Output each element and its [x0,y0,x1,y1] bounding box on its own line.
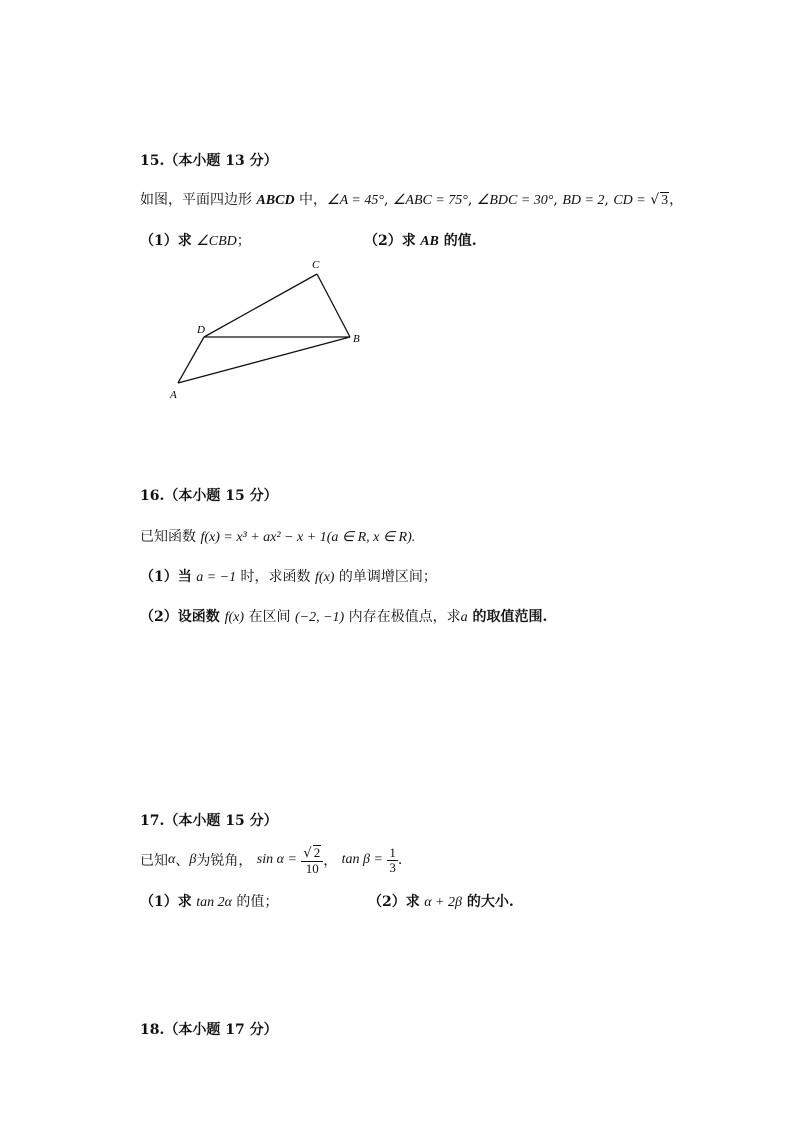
q16-part2-mid2: 内存在极值点，求 [344,609,461,625]
q15-cond-a: ∠A = 45° [327,193,384,208]
sqrt-icon: √ [650,192,660,208]
q16-part2 [140,606,547,626]
q17-tan-den: 3 [389,859,396,875]
segment-ad [178,337,204,383]
q15-part1 [140,230,251,250]
q15-comma-3: , [553,192,563,208]
q15-comma-2: , [467,192,477,208]
q17-intro [140,840,402,880]
q15-part1-end: ； [236,233,251,249]
q17-tan-lhs: tan β = [341,852,383,867]
q16-part2-label: （2）设函数 [140,609,225,625]
q16-part2-a: a [460,610,468,625]
q15-cond-abc: ∠ABC = 75° [392,193,468,208]
q15-comma-1: , [383,192,393,208]
segment-dc [204,274,317,337]
q17-intro-prefix: 已知 [140,853,168,869]
q15-end-comma: ， [669,192,684,208]
q16-part1-mid: 时，求函数 [236,569,316,585]
sqrt-icon: √ [303,845,312,861]
q15-quadrilateral-figure [160,250,380,410]
q15-cond-cd: CD = [613,193,646,208]
q15-part1-expr: ∠CBD [196,234,237,249]
q17-sep: 、 [175,853,190,869]
q17-sin-num: 2 [313,844,321,860]
segment-ab [178,337,350,383]
q16-part2-interval: (−2, −1) [294,610,345,625]
q15-comma-4: , [604,192,614,208]
q17-part2-label: （2）求 [368,894,420,910]
vertex-label-b: B [353,333,360,345]
q15-intro [140,189,683,209]
q16-part2-end: 的取值范围. [467,609,548,625]
q17-part1-expr: tan 2α [196,895,232,910]
q17-tan-num: 1 [389,844,396,860]
q17-comma: ， [323,853,338,869]
q18-header: 18.（本小题 17 分） [140,1022,278,1038]
q16-part1-end: 的单调增区间； [334,569,437,585]
q17-part2-end: 的大小. [461,894,514,910]
q16-part2-fx: f(x) [224,610,245,625]
q15-cd-radicand: 3 [661,193,669,208]
q15-part2-expr: AB [420,234,439,249]
q17-sin-lhs: sin α = [256,852,297,867]
q16-part1-fx: f(x) [315,570,335,585]
q15-intro-suffix: 中， [294,192,328,208]
q15-cond-bdc: ∠BDC = 30° [476,193,554,208]
q15-shape-name: ABCD [256,193,295,208]
q15-header: 15.（本小题 13 分） [140,153,278,169]
q16-function-expr: f(x) = x³ + ax² − x + 1(a ∈ R, x ∈ R). [200,530,416,545]
q17-sin-fraction [301,845,323,876]
q17-header: 17.（本小题 15 分） [140,813,278,829]
vertex-label-d: D [197,324,205,336]
q17-part2 [368,891,514,911]
vertex-label-c: C [312,259,320,271]
q17-alpha: α [168,852,176,867]
q15-part1-label: （1）求 [140,233,192,249]
q17-tan-fraction [387,846,398,875]
q17-part1-label: （1）求 [140,894,192,910]
q15-part2 [364,230,477,250]
q17-sin-den: 10 [305,860,319,876]
q16-part2-mid: 在区间 [244,609,295,625]
q17-beta: β [189,852,197,867]
q17-part1-end: 的值； [231,894,279,910]
q15-part2-end: 的值. [438,233,477,249]
q17-part1 [140,891,278,911]
q15-part2-label: （2）求 [364,233,416,249]
segment-cb [317,274,350,337]
q16-header: 16.（本小题 15 分） [140,488,278,504]
q15-cond-bd: BD = 2 [562,193,605,208]
q16-intro-prefix: 已知函数 [140,529,201,545]
vertex-label-a: A [170,389,177,401]
q16-part1 [140,566,437,586]
q15-intro-prefix: 如图，平面四边形 [140,192,257,208]
q16-part1-cond: a = −1 [196,570,237,585]
q17-part2-expr: α + 2β [424,895,462,910]
q17-intro-mid: 为锐角， [196,853,253,869]
q17-period: . [397,852,403,868]
q16-intro [140,526,415,546]
q16-part1-label: （1）当 [140,569,192,585]
